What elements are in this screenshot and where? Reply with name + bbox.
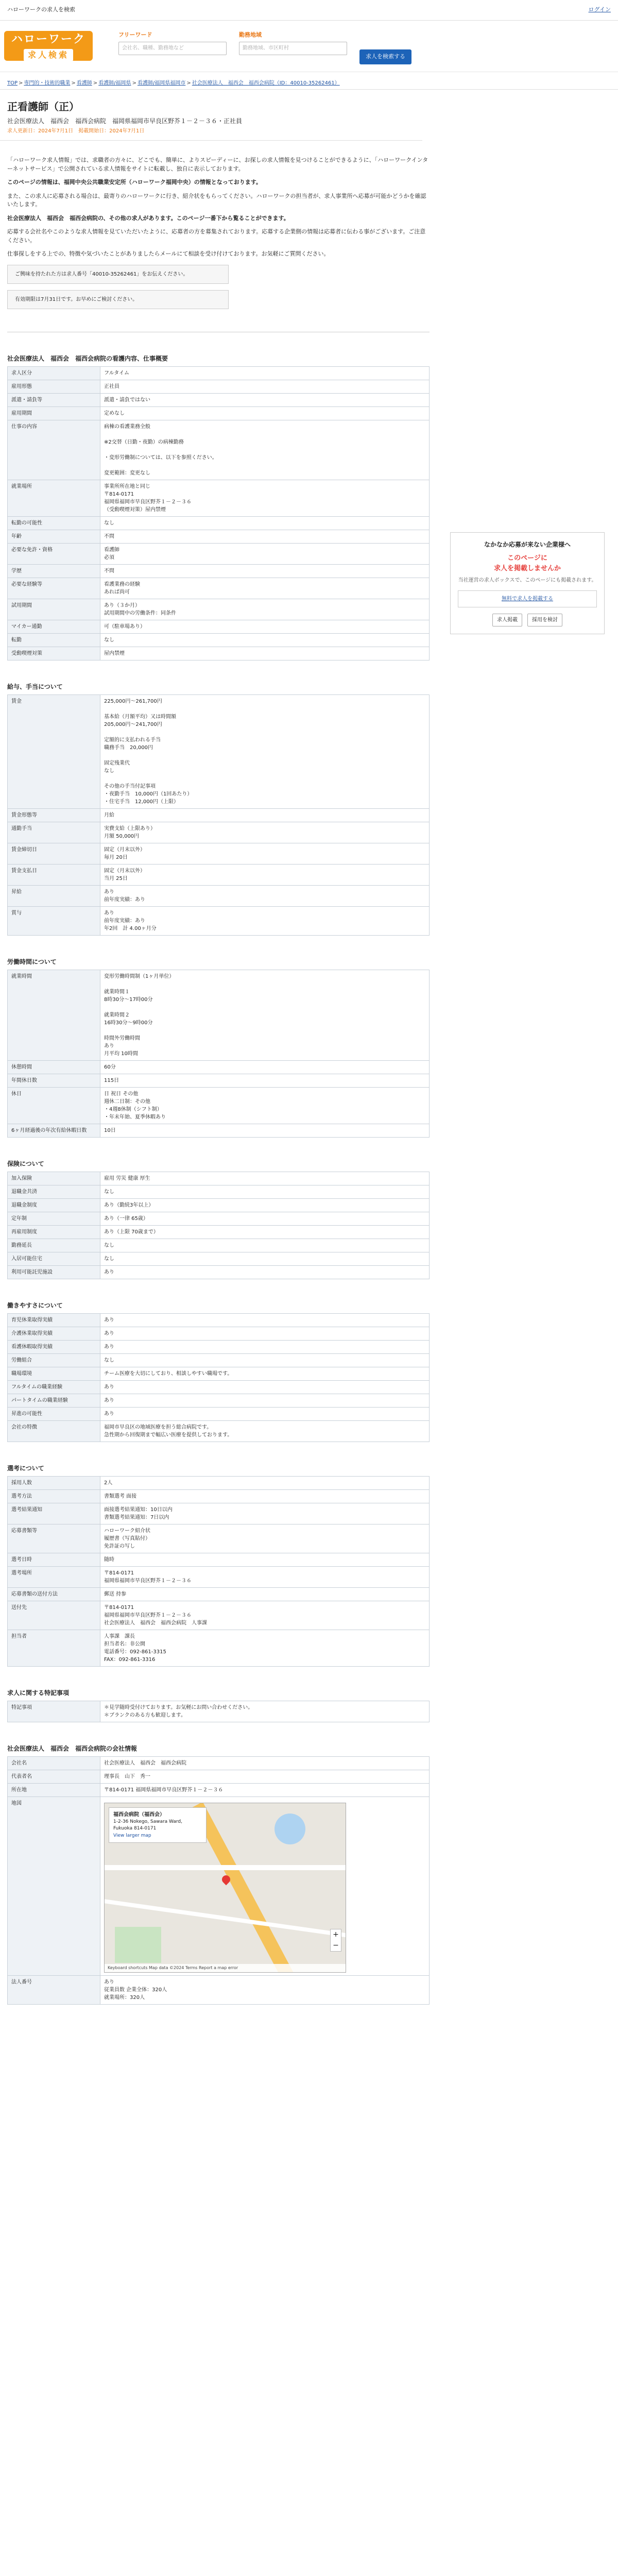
ad-box <box>450 532 605 634</box>
row-value: 書類選考 面接 <box>100 1489 430 1503</box>
table-row <box>8 530 430 543</box>
row-value: 月給 <box>100 808 430 822</box>
table-row <box>8 885 430 906</box>
keyword-input[interactable]: 会社名、職種、勤務地など <box>118 42 227 55</box>
ad-description: 当社運営の求人ボックスで、このページにも掲載されます。 <box>458 578 597 583</box>
row-value: 随時 <box>100 1553 430 1566</box>
info-table <box>7 1313 430 1442</box>
row-value: あり（上限 70歳まで） <box>100 1225 430 1239</box>
row-value: 看護業務の経験 あれば尚可 <box>100 578 430 599</box>
table-row <box>8 1060 430 1074</box>
row-value: 10日 <box>100 1124 430 1137</box>
location-input[interactable]: 勤務地域、市区町村 <box>239 42 347 55</box>
map-info-card <box>109 1807 207 1843</box>
table-row <box>8 1524 430 1553</box>
table-row <box>8 1353 430 1367</box>
row-label: 賃金形態等 <box>8 808 100 822</box>
breadcrumb-separator: > <box>93 80 98 86</box>
table-row <box>8 1212 430 1225</box>
row-label: 就業場所 <box>8 480 100 516</box>
row-value: 日 祝日 その他 週休二日制：その他 ・4週8休制（シフト制） ・年末年始、夏季休暇あり <box>100 1087 430 1124</box>
table-row <box>8 647 430 660</box>
site-logo[interactable] <box>4 31 93 61</box>
page-title: 正看護師（正） <box>7 100 79 113</box>
table-row <box>8 1198 430 1212</box>
row-label: 雇用形態 <box>8 380 100 393</box>
row-value: あり（一律 65歳） <box>100 1212 430 1225</box>
location-label: 勤務地域 <box>239 31 262 38</box>
row-value: あり <box>100 1327 430 1340</box>
table-row <box>8 1225 430 1239</box>
zoom-in-icon[interactable]: + <box>333 1930 339 1939</box>
row-value: 正社員 <box>100 380 430 393</box>
info-table <box>7 1172 430 1279</box>
table-row <box>8 1566 430 1587</box>
row-value: 郵送 持参 <box>100 1587 430 1601</box>
row-value: 固定（月末以外） 毎月 20日 <box>100 843 430 864</box>
table-row <box>8 1756 430 1770</box>
table-row <box>8 599 430 620</box>
table-row <box>8 380 430 393</box>
row-label: 昇給 <box>8 885 100 906</box>
location-field <box>239 31 347 55</box>
breadcrumb-separator: > <box>19 80 23 86</box>
intro-p3: また、この求人に応募される場合は、最寄りのハローワークに行き、紹介状をもらってください。ハローワークの担当者が、求人事業所へ応募が可能かどうかを確認いたします。 <box>7 192 426 208</box>
breadcrumb-item[interactable]: 専門的・技術的職業 <box>24 80 71 86</box>
row-label: 送付先 <box>8 1601 100 1630</box>
table-row <box>8 1701 430 1722</box>
row-value: なし <box>100 1252 430 1265</box>
table-row <box>8 480 430 516</box>
intro-p2: このページの情報は、福岡中央公共職業安定所（ハローワーク福岡中央）の情報となっております。 <box>7 179 262 185</box>
ad-title: なかなか応募が来ない企業様へ <box>484 541 571 548</box>
map-place-name: 福西会病院（福西会） <box>113 1811 165 1818</box>
row-value: 〒814-0171 福岡県福岡市早良区野芥１－２－３６ <box>100 1783 430 1797</box>
row-label: 会社名 <box>8 1756 100 1770</box>
row-label: 利用可能託児施設 <box>8 1265 100 1279</box>
row-value: 事業所所在地と同じ 〒814-0171 福岡県福岡市早良区野芥１－２－３６ （受動喫煙対策）屋内禁煙 <box>100 480 430 516</box>
row-label: 定年制 <box>8 1212 100 1225</box>
row-value: 不問 <box>100 530 430 543</box>
row-label: 学歴 <box>8 564 100 578</box>
row-value: 定めなし <box>100 406 430 420</box>
row-label: 試用期間 <box>8 599 100 620</box>
table-row <box>8 1797 430 1975</box>
table-row <box>8 1367 430 1380</box>
table-row <box>8 1087 430 1124</box>
intro-p6: 仕事探しをする上での、特徴や気づいたことがありましたらメールにて相談を受け付けております。お気軽にご質問ください。 <box>7 250 330 257</box>
row-label: 介護休業取得実績 <box>8 1327 100 1340</box>
breadcrumb-item[interactable]: 看護師/福岡県福岡市 <box>137 80 186 86</box>
job-header <box>0 90 422 141</box>
row-label: 応募書類等 <box>8 1524 100 1553</box>
table-row <box>8 543 430 564</box>
row-value: なし <box>100 633 430 647</box>
row-label: フルタイムの職業経験 <box>8 1380 100 1394</box>
map-place-address: 1-2-36 Nokego, Sawara Ward, Fukuoka 814-0171 <box>113 1819 183 1831</box>
row-label: 受動喫煙対策 <box>8 647 100 660</box>
row-label: 退職金共済 <box>8 1185 100 1198</box>
row-label: 勤務延長 <box>8 1239 100 1252</box>
map-footer: Keyboard shortcuts Map data ©2024 Terms Report a map error <box>105 1964 346 1972</box>
row-value: 115日 <box>100 1074 430 1087</box>
row-label: 選考結果通知 <box>8 1503 100 1524</box>
expiry-note: 有効期限は7月31日です。お早めにご検討ください。 <box>7 290 229 309</box>
row-label: 就業時間 <box>8 970 100 1060</box>
row-label: 通勤手当 <box>8 822 100 843</box>
row-value: 固定（月末以外） 当月 25日 <box>100 864 430 885</box>
table-row <box>8 1394 430 1407</box>
row-value: 屋内禁煙 <box>100 647 430 660</box>
zoom-out-icon[interactable]: − <box>333 1941 339 1950</box>
table-row <box>8 1489 430 1503</box>
row-value: あり（勤続3年以上） <box>100 1198 430 1212</box>
row-value: 派遣・請負ではない <box>100 393 430 406</box>
table-row <box>8 1252 430 1265</box>
row-value: あり（３か月） 試用期間中の労働条件：同条件 <box>100 599 430 620</box>
section-title: 社会医療法人 福西会 福西会病院の看護内容、仕事概要 <box>7 354 168 362</box>
map-water <box>274 1814 305 1844</box>
row-label: 入居可能住宅 <box>8 1252 100 1265</box>
row-label: 仕事の内容 <box>8 420 100 480</box>
row-value: あり <box>100 1340 430 1353</box>
header <box>0 21 618 72</box>
section-title: 選考について <box>7 1464 44 1472</box>
row-label: 看護休暇取得実績 <box>8 1340 100 1353</box>
top-bar <box>0 0 618 21</box>
table-row <box>8 1630 430 1666</box>
table-row <box>8 843 430 864</box>
table-row <box>8 864 430 885</box>
row-value: 福岡市早良区の地域医療を担う総合病院です。 急性期から回復期まで幅広い医療を提供しております。 <box>100 1420 430 1442</box>
job-subtitle: 社会医療法人 福西会 福西会病院 福岡県福岡市早良区野芥１－２－３６・正社員 <box>7 117 243 125</box>
row-value: 〒814-0171 福岡県福岡市早良区野芥１－２－３６ <box>100 1566 430 1587</box>
table-row <box>8 1185 430 1198</box>
row-label: 昇進の可能性 <box>8 1407 100 1420</box>
table-row <box>8 970 430 1060</box>
info-table <box>7 366 430 660</box>
table-row <box>8 1770 430 1783</box>
row-value: なし <box>100 1353 430 1367</box>
row-label: 転勤の可能性 <box>8 516 100 530</box>
row-label: 退職金制度 <box>8 1198 100 1212</box>
row-value: なし <box>100 1185 430 1198</box>
table-row <box>8 420 430 480</box>
section-title: 保険について <box>7 1160 44 1167</box>
row-label: 賃金 <box>8 694 100 808</box>
table-row <box>8 393 430 406</box>
row-value: フルタイム <box>100 366 430 380</box>
table-row <box>8 1420 430 1442</box>
site-name: ハローワークの求人を検索 <box>7 6 75 13</box>
row-label: 労働組合 <box>8 1353 100 1367</box>
row-label: 必要な免許・資格 <box>8 543 100 564</box>
logo-text-2: 求人検索 <box>24 49 73 61</box>
row-label: 休日 <box>8 1087 100 1124</box>
row-value: 225,000円～261,700円 基本給（月額平均）又は時間額 205,000円～241,700円 定額的に支払われる手当 職務手当 20,000円 固定残業代 なし その他の手当付記事項 ・夜勤手当 10,000円（1回あたり） ・住宅手当 12,000円（上限） <box>100 694 430 808</box>
row-value: 社会医療法人 福西会 福西会病院 <box>100 1756 430 1770</box>
table-row <box>8 1553 430 1566</box>
breadcrumb-separator: > <box>132 80 136 86</box>
table-row <box>8 1074 430 1087</box>
section-title: 社会医療法人 福西会 福西会病院の会社情報 <box>7 1744 138 1752</box>
row-label: 担当者 <box>8 1630 100 1666</box>
table-row <box>8 406 430 420</box>
row-value: 可（駐車場あり） <box>100 620 430 633</box>
row-value: あり <box>100 1313 430 1327</box>
row-value: あり 前年度実績：あり <box>100 885 430 906</box>
table-row <box>8 578 430 599</box>
row-value: なし <box>100 516 430 530</box>
ad-headline-1: このページに <box>507 554 547 562</box>
map-larger-link[interactable]: View larger map <box>113 1833 151 1838</box>
row-label: 会社の特徴 <box>8 1420 100 1442</box>
row-label: 職場環境 <box>8 1367 100 1380</box>
table-row <box>8 1340 430 1353</box>
row-value: 2人 <box>100 1476 430 1489</box>
info-table <box>7 1701 430 1722</box>
row-value: あり 前年度実績：あり 年2回 計 4.00ヶ月分 <box>100 906 430 935</box>
intro-p5: 応募する会社名やこのような求人情報を見ていただいたように、応募者の方を募集されております。応募する企業側の情報は応募者に伝わる事がございます。ご注意ください。 <box>7 228 426 244</box>
map-zoom-control[interactable] <box>330 1929 341 1952</box>
table-row <box>8 1313 430 1327</box>
row-value: 実費支給（上限あり） 月額 50,000円 <box>100 822 430 843</box>
row-value: 雇用 労災 健康 厚生 <box>100 1172 430 1185</box>
table-row <box>8 564 430 578</box>
intro <box>7 141 430 320</box>
table-row <box>8 366 430 380</box>
table-row <box>8 620 430 633</box>
row-label: 雇用期間 <box>8 406 100 420</box>
row-label: 選考日時 <box>8 1553 100 1566</box>
ad-button-consider[interactable]: 採用を検討 <box>527 614 562 626</box>
job-dates: 求人更新日：2024年7月1日 掲載開始日：2024年7月1日 <box>7 128 145 134</box>
table-row <box>8 1476 430 1489</box>
row-label: 法人番号 <box>8 1975 100 2004</box>
row-label: 年齢 <box>8 530 100 543</box>
main-content <box>7 141 430 2005</box>
row-value <box>100 1797 430 1975</box>
info-table <box>7 1476 430 1667</box>
row-value: チーム医療を大切にしており、相談しやすい職場です。 <box>100 1367 430 1380</box>
row-label: 年間休日数 <box>8 1074 100 1087</box>
row-label: パートタイムの職業経験 <box>8 1394 100 1407</box>
breadcrumb-item[interactable]: 看護師/福岡県 <box>98 80 131 86</box>
row-value: あり <box>100 1380 430 1394</box>
row-label: 選考場所 <box>8 1566 100 1587</box>
info-table <box>7 1756 430 2005</box>
login-link[interactable]: ログイン <box>588 6 611 13</box>
row-value: なし <box>100 1239 430 1252</box>
section-title: 働きやすさについて <box>7 1301 63 1309</box>
search-button[interactable]: 求人を検索する <box>359 49 411 64</box>
job-sections <box>7 354 430 2005</box>
table-row <box>8 694 430 808</box>
keyword-label: フリーワード <box>118 31 152 38</box>
row-value: 60分 <box>100 1060 430 1074</box>
row-label: 賞与 <box>8 906 100 935</box>
row-label: 地図 <box>8 1797 100 1975</box>
section-title: 給与、手当について <box>7 683 63 690</box>
row-label: 選考方法 <box>8 1489 100 1503</box>
row-label: 休憩時間 <box>8 1060 100 1074</box>
table-row <box>8 633 430 647</box>
map-park <box>115 1927 161 1963</box>
row-label: 所在地 <box>8 1783 100 1797</box>
intro-p1: 「ハローワーク求人情報」では、求職者の方々に、どこでも、簡単に、よりスピーディーに、お探しの求人情報を見つけることができるように、「ハローワークインターネットサービス」で公開されている求人情報をサイトに転載し、独自に表示しております。 <box>7 157 428 172</box>
table-row <box>8 1407 430 1420</box>
row-value: 人事課 課長 担当者名：非公開 電話番号：092-861-3315 FAX：092-861-3316 <box>100 1630 430 1666</box>
row-value: あり 従業員数 企業全体：320人 就業場所：320人 <box>100 1975 430 2004</box>
breadcrumb-item[interactable]: 社会医療法人 福西会 福西会病院（ID：40010-35262461） <box>192 80 340 86</box>
row-label: 代表者名 <box>8 1770 100 1783</box>
job-number-note: ご興味を持たれた方は求人番号「40010-35262461」をお伝えください。 <box>7 265 229 284</box>
table-row <box>8 1587 430 1601</box>
breadcrumb <box>0 72 618 90</box>
row-value: 〒814-0171 福岡県福岡市早良区野芥１－２－３６ 社会医療法人 福西会 福西会病院 人事課 <box>100 1601 430 1630</box>
ad-headline-2: 求人を掲載しませんか <box>493 564 561 572</box>
breadcrumb-separator: > <box>71 80 76 86</box>
logo-text-1: ハローワーク <box>11 32 85 46</box>
row-value: 理事長 山下 秀一 <box>100 1770 430 1783</box>
map-road <box>104 1865 346 1870</box>
row-label: 賃金支払日 <box>8 864 100 885</box>
row-label: 必要な経験等 <box>8 578 100 599</box>
row-label: 採用人数 <box>8 1476 100 1489</box>
row-label: 転勤 <box>8 633 100 647</box>
row-value: 不問 <box>100 564 430 578</box>
table-row <box>8 1503 430 1524</box>
row-value: 病棟の看護業務全般 ※2交替（日勤・夜勤）の病棟勤務 ・変形労働制については、以下を参照ください。 変更範囲：変更なし <box>100 420 430 480</box>
section-title: 労働時間について <box>7 958 57 965</box>
table-row <box>8 1975 430 2004</box>
row-label: 特記事項 <box>8 1701 100 1722</box>
ad-button-post[interactable]: 求人掲載 <box>492 614 522 626</box>
row-label: 賃金締切日 <box>8 843 100 864</box>
map[interactable] <box>104 1803 346 1973</box>
row-label: マイカー通勤 <box>8 620 100 633</box>
table-row <box>8 1265 430 1279</box>
info-table <box>7 694 430 936</box>
table-row <box>8 1380 430 1394</box>
row-label: 育児休業取得実績 <box>8 1313 100 1327</box>
row-value: あり <box>100 1407 430 1420</box>
breadcrumb-item[interactable]: 看護師 <box>76 80 92 86</box>
row-label: 応募書類の送付方法 <box>8 1587 100 1601</box>
row-value: あり <box>100 1394 430 1407</box>
info-table <box>7 970 430 1138</box>
row-value: ＊見学随時受付けております。お気軽にお問い合わせください。 ＊ブランクのある方も歓迎します。 <box>100 1701 430 1722</box>
row-label: 加入保険 <box>8 1172 100 1185</box>
keyword-field <box>118 31 227 55</box>
row-label: 6ヶ月経過後の年次有給休暇日数 <box>8 1124 100 1137</box>
table-row <box>8 1327 430 1340</box>
table-row <box>8 906 430 935</box>
table-row <box>8 1783 430 1797</box>
row-value: 面接選考結果通知：10日以内 書類選考結果通知：7日以内 <box>100 1503 430 1524</box>
intro-p4: 社会医療法人 福西会 福西会病院の、その他の求人があります。このページ一番下から覧ることができます。 <box>7 214 289 222</box>
row-value: 変形労働時間制（1ヶ月単位） 就業時間１ 8時30分～17時00分 就業時間２ 16時30分～9時00分 時間外労働時間 あり 月平均 10時間 <box>100 970 430 1060</box>
table-row <box>8 1124 430 1137</box>
section-title: 求人に関する特記事項 <box>7 1689 70 1697</box>
ad-link[interactable]: 無料で求人を掲載する <box>458 590 597 607</box>
breadcrumb-separator: > <box>186 80 191 86</box>
table-row <box>8 822 430 843</box>
row-value: あり <box>100 1265 430 1279</box>
sidebar <box>450 532 605 2005</box>
table-row <box>8 516 430 530</box>
row-label: 派遣・請負等 <box>8 393 100 406</box>
row-label: 求人区分 <box>8 366 100 380</box>
table-row <box>8 1601 430 1630</box>
table-row <box>8 808 430 822</box>
breadcrumb-item[interactable]: TOP <box>7 80 18 86</box>
row-label: 再雇用制度 <box>8 1225 100 1239</box>
table-row <box>8 1239 430 1252</box>
row-value: 看護師 必須 <box>100 543 430 564</box>
table-row <box>8 1172 430 1185</box>
row-value: ハローワーク紹介状 履歴書（写真貼付） 免許証の写し <box>100 1524 430 1553</box>
